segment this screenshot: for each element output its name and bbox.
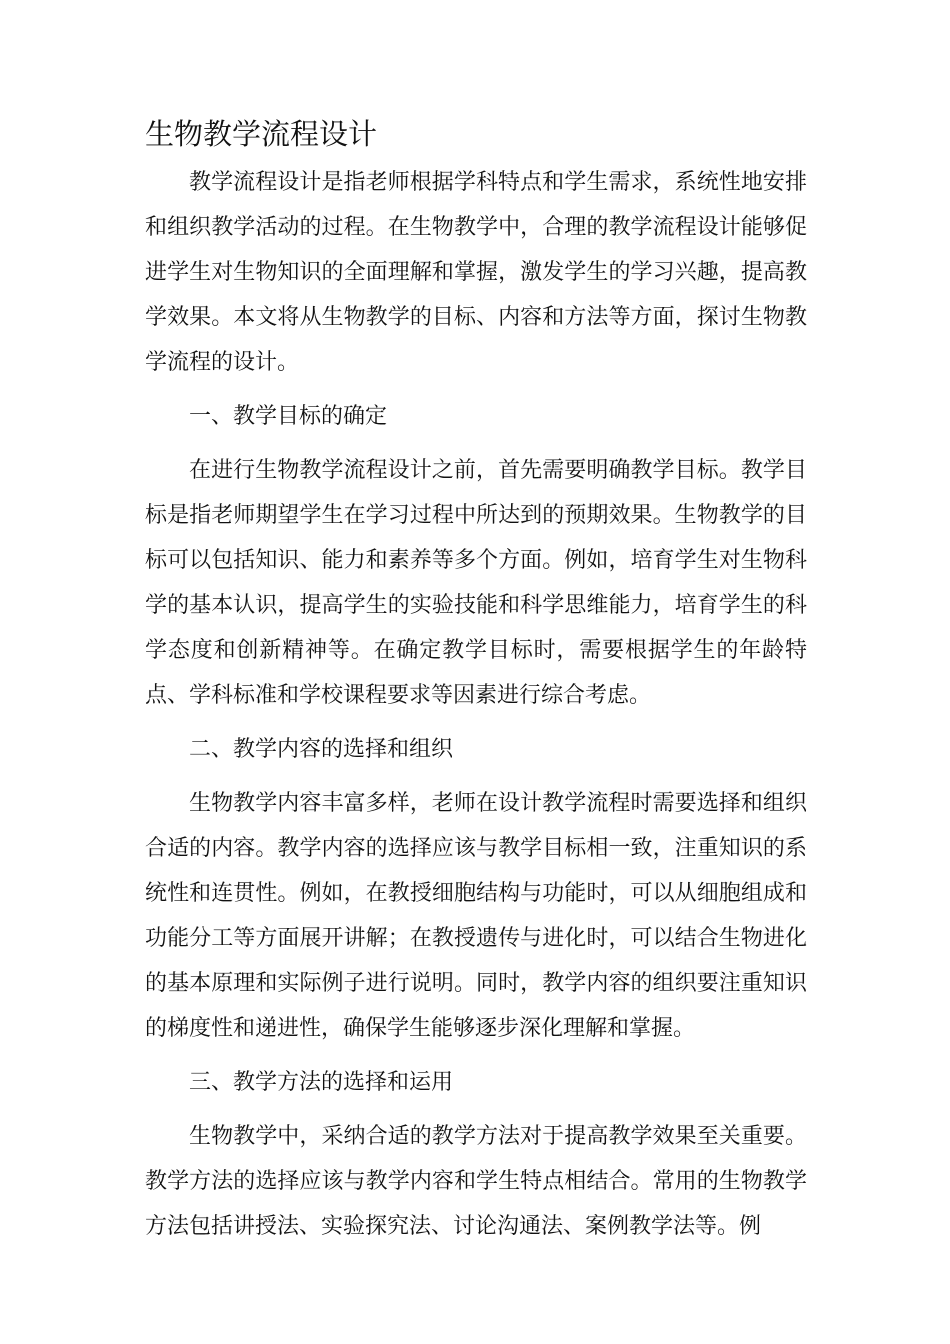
- section-heading-methods: 三、教学方法的选择和运用: [189, 1070, 454, 1095]
- intro-paragraph: 教学流程设计是指老师根据学科特点和学生需求，系统性地安排和组织教学活动的过程。在生物教学中，合理的教学流程设计能够促进学生对生物知识的全面理解和掌握，激发学生的学习兴趣，提高教学效果。本文将从生物教学的目标、内容和方法等方面，探讨生物教学流程的设计。: [145, 170, 807, 375]
- section-paragraph-goals: 在进行生物教学流程设计之前，首先需要明确教学目标。教学目标是指老师期望学生在学习过程中所达到的预期效果。生物教学的目标可以包括知识、能力和素养等多个方面。例如，培育学生对生物科学的基本认识，提高学生的实验技能和科学思维能力，培育学生的科学态度和创新精神等。在确定教学目标时，需要根据学生的年龄特点、学科标准和学校课程要求等因素进行综合考虑。: [145, 458, 807, 708]
- section-heading-content: 二、教学内容的选择和组织: [189, 737, 454, 762]
- document-body: [145, 160, 807, 1258]
- document-title: 生物教学流程设计: [145, 117, 378, 151]
- section-paragraph-methods: 生物教学中，采纳合适的教学方法对于提高教学效果至关重要。教学方法的选择应该与教学内容和学生特点相结合。常用的生物教学方法包括讲授法、实验探究法、讨论沟通法、案例教学法等。例: [145, 1124, 807, 1239]
- section-heading-goals: 一、教学目标的确定: [189, 404, 388, 429]
- section-paragraph-content: 生物教学内容丰富多样，老师在设计教学流程时需要选择和组织合适的内容。教学内容的选择应该与教学目标相一致，注重知识的系统性和连贯性。例如，在教授细胞结构与功能时，可以从细胞组成和功能分工等方面展开讲解；在教授遗传与进化时，可以结合生物进化的基本原理和实际例子进行说明。同时，教学内容的组织要注重知识的梯度性和递进性，确保学生能够逐步深化理解和掌握。: [145, 791, 807, 1041]
